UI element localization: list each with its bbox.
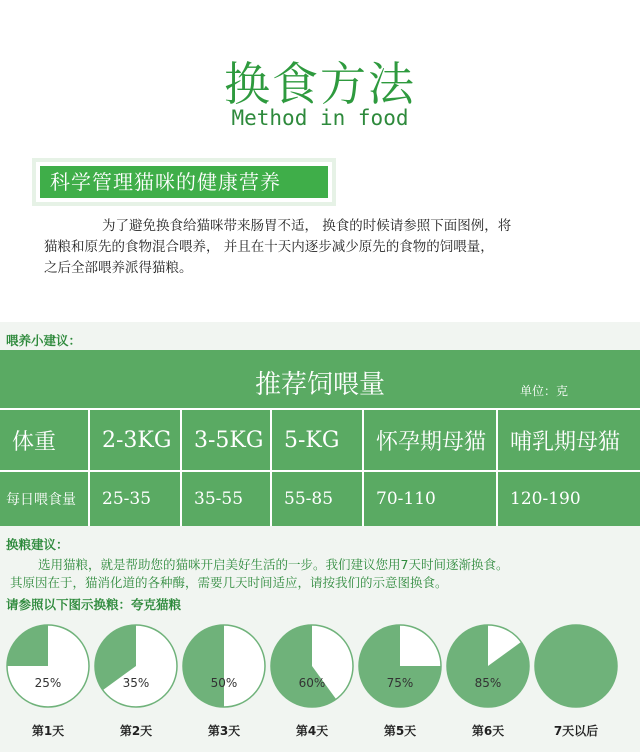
pie-day-label: 第3天 (207, 724, 241, 738)
header-cell-pregnant: 怀孕期母猫 (364, 410, 498, 470)
switch-note: 请参照以下图示换粮：夸克猫粮 (6, 597, 182, 612)
feeding-table-header (0, 350, 640, 410)
switch-line-2: 其原因在于，猫消化道的各种酶，需要几天时间适应，请按我们的示意图换食。 (10, 575, 448, 590)
value-cell-3-5kg: 35-55 (182, 472, 272, 526)
value-cell-nursing: 120-190 (510, 489, 581, 509)
pie-day-label: 第4天 (295, 724, 329, 738)
pie-item (534, 624, 618, 748)
pie-item (94, 624, 178, 748)
feeding-table (0, 350, 640, 526)
pie-chart (358, 624, 442, 708)
feeding-unit: 单位：克 (519, 384, 568, 398)
pie-day-label: 第5天 (383, 724, 417, 738)
value-cell-5kg: 55-85 (272, 472, 364, 526)
pie-item (182, 624, 266, 748)
pie-chart (94, 624, 178, 708)
pie-item (270, 624, 354, 748)
feeding-section-label: 喂养小建议： (6, 333, 82, 348)
value-cell-label: 每日喂食量 (0, 472, 90, 526)
pie-day-label: 7天以后 (553, 724, 599, 738)
pie-percent-label: 60% (298, 676, 326, 690)
pie-item (446, 624, 530, 748)
pie-percent-label: 75% (386, 676, 414, 690)
intro-paragraph (44, 216, 594, 279)
pie-chart (534, 624, 618, 708)
feeding-table-title: 推荐饲喂量 (254, 370, 385, 400)
banner-label: 科学管理猫咪的健康营养 (40, 166, 328, 198)
pie-day-label: 第6天 (471, 724, 505, 738)
pie-day-label: 第2天 (119, 724, 153, 738)
pie-percent-label: 50% (210, 676, 238, 690)
pie-item (358, 624, 442, 748)
pie-remaining-slice (224, 625, 265, 707)
pie-item (6, 624, 90, 748)
page-title: 换食方法 (224, 57, 416, 111)
pie-percent-label: 25% (34, 676, 62, 690)
pie-chart (270, 624, 354, 708)
table-row (0, 472, 640, 526)
banner (36, 162, 332, 202)
pie-chart (182, 624, 266, 708)
value-cell-2-3kg: 25-35 (90, 472, 182, 526)
value-cell-pregnant: 70-110 (364, 472, 498, 526)
table-header-row (0, 410, 640, 472)
pie-percent-label: 35% (122, 676, 150, 690)
pie-percent-label: 85% (474, 676, 502, 690)
pie-chart (6, 624, 90, 708)
pie-day-label: 第1天 (31, 724, 65, 738)
intro-line-2: 猫粮和原先的食物混合喂养， 并且在十天内逐步减少原先的食物的饲喂量， (44, 239, 494, 255)
page-subtitle: Method in food (231, 106, 409, 130)
switch-section-label: 换粮建议： (6, 537, 69, 552)
intro-line-1: 为了避免换食给猫咪带来肠胃不适， 换食的时候请参照下面图例，将 (102, 218, 512, 234)
intro-line-3: 之后全部喂养派得猫粮。 (44, 260, 193, 276)
pie-chart (446, 624, 530, 708)
switch-paragraph (10, 556, 630, 592)
header-cell-5kg: 5-KG (272, 410, 364, 470)
switch-line-1: 选用猫粮，就是帮助您的猫咪开启美好生活的一步。我们建议您用7天时间逐渐换食。 (38, 557, 509, 572)
transition-pie-row (0, 620, 640, 750)
header-cell-weight: 体重 (0, 410, 90, 470)
header-cell-2-3kg: 2-3KG (90, 410, 182, 470)
header-cell-3-5kg: 3-5KG (182, 410, 272, 470)
header-cell-nursing: 哺乳期母猫 (510, 429, 621, 455)
